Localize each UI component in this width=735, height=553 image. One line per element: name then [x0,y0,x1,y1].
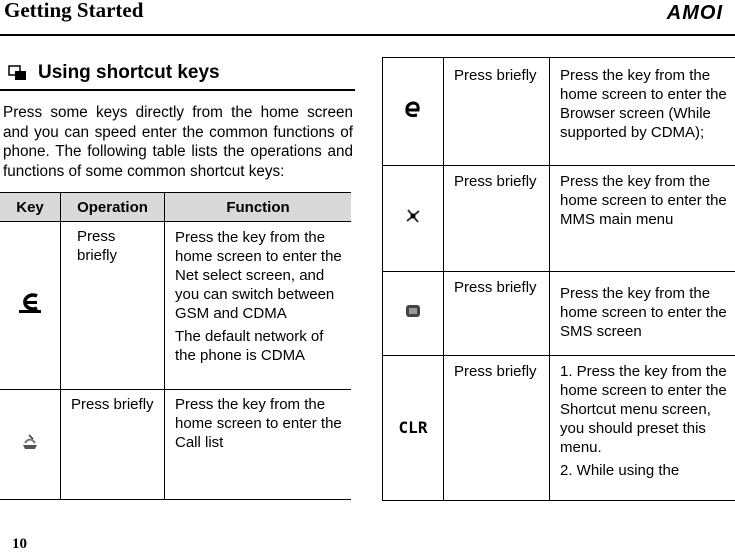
table-row [383,58,735,166]
function-cell: Press the key from the home screen to enter the Net select screen, and you can switch between GSM and CDMA The default network of the phone is CDMA [165,222,352,390]
section-heading [8,62,220,84]
key-cell [383,58,444,166]
function-cell: Press the key from the home screen to enter the MMS main menu [550,166,735,272]
key-cell [383,272,444,356]
table-row [0,390,351,500]
operation-cell: Press briefly [444,58,550,166]
key-cell [0,390,61,500]
key-cell [383,166,444,272]
intro-paragraph: Press some keys directly from the home screen and you can speed enter the common functions of phone. The following table lists the operations and functions of some common shortcut keys: [3,103,353,181]
operation-cell: Press briefly [444,166,550,272]
amoi-logo: AMOI [667,2,723,25]
function-cell: Press the key from the home screen to enter the Browser screen (While supported by CDMA); [550,58,735,166]
header-operation: Operation [61,193,165,222]
shortcut-table-right [382,57,735,501]
header-key: Key [0,193,61,222]
browser-key-icon [403,99,423,119]
section-rule [0,89,355,91]
table-row [383,166,735,272]
header-title: Getting Started [4,0,143,23]
operation-cell: Press briefly [444,272,550,356]
operation-cell: Press briefly [61,390,165,500]
table-row [383,356,735,501]
shortcut-table-left [0,192,351,500]
function-cell: Press the key from the home screen to enter the Call list [165,390,352,500]
section-icon [8,64,28,82]
table-row [383,272,735,356]
page-number: 10 [12,536,27,553]
table-header-row [0,193,351,222]
sms-key-icon [404,303,422,319]
header-rule [0,34,735,36]
network-key-icon [18,292,42,314]
operation-cell: Press briefly [61,222,165,390]
key-cell [0,222,61,390]
operation-cell: Press briefly [444,356,550,501]
function-cell: Press the key from the home screen to enter the SMS screen [550,272,735,356]
function-cell: 1. Press the key from the home screen to enter the Shortcut menu screen, you should preset this menu. 2. While using the [550,356,735,501]
mms-key-icon [404,207,422,225]
table-row [0,222,351,390]
header-function: Function [165,193,352,222]
call-key-icon [20,433,40,451]
section-title: Using shortcut keys [38,62,220,84]
key-cell [383,356,444,501]
clr-key-icon: CLR [399,418,428,437]
